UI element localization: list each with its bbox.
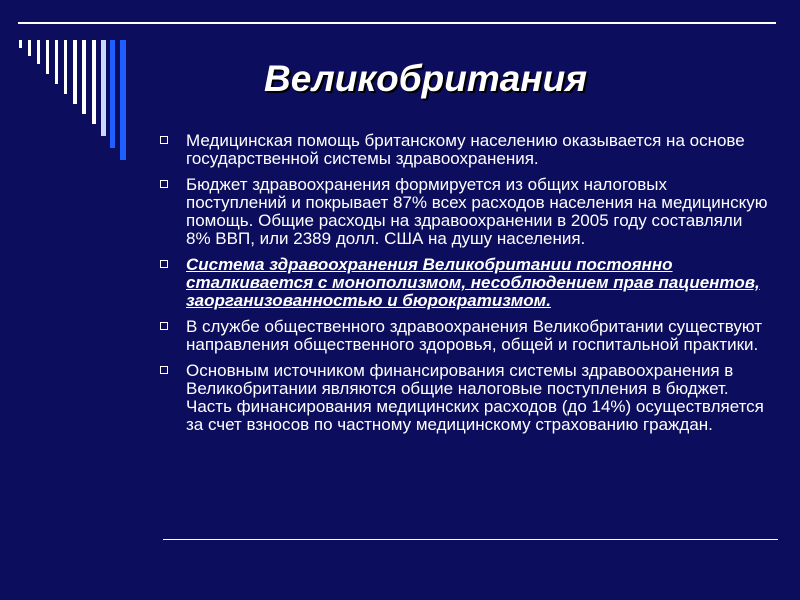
slide-title: Великобритания <box>264 58 588 99</box>
stripe-decoration <box>110 40 115 148</box>
stripe-decoration <box>92 40 96 124</box>
stripe-decoration <box>55 40 58 84</box>
list-item <box>160 132 770 168</box>
bullet-text-emphasized: Система здравоохранения Великобритании постоянно сталкивается с монополизмом, несоблюдением прав пациентов, заорганизованностью и бюрократизмом. <box>186 255 760 310</box>
square-bullet-icon <box>160 322 168 330</box>
stripe-decoration <box>64 40 67 94</box>
list-item <box>160 176 770 248</box>
stripe-decoration <box>37 40 40 64</box>
bullet-text: Бюджет здравоохранения формируется из общих налоговых поступлений и покрывает 87% всех расходов населения на медицинскую помощь. Общие расходы на здравоохранении в 2005 году составляли 8% ВВП, или 2389 долл. США на душу населения. <box>186 175 768 248</box>
vertical-stripes-decoration <box>0 0 140 170</box>
stripe-decoration <box>73 40 77 104</box>
square-bullet-icon <box>160 180 168 188</box>
list-item <box>160 318 770 354</box>
bullet-text: В службе общественного здравоохранения Великобритании существуют направления общественного здоровья, общей и госпитальной практики. <box>186 317 763 354</box>
stripe-decoration <box>28 40 31 56</box>
square-bullet-icon <box>160 260 168 268</box>
bullet-list <box>160 132 770 442</box>
square-bullet-icon <box>160 366 168 374</box>
bullet-text: Основным источником финансирования системы здравоохранения в Великобритании являются общие налоговые поступления в бюджет. Часть финансирования медицинских расходов (до 14%) осуществляется за счет взносов по частному медицинскому страхованию граждан. <box>186 361 764 434</box>
bullet-text: Медицинская помощь британскому населению оказывается на основе государственной системы здравоохранения. <box>186 131 745 168</box>
list-item <box>160 256 770 310</box>
stripe-decoration <box>101 40 106 136</box>
bottom-rule-line <box>163 539 778 540</box>
stripe-decoration <box>19 40 22 48</box>
stripe-decoration <box>82 40 86 114</box>
square-bullet-icon <box>160 136 168 144</box>
list-item <box>160 362 770 434</box>
stripe-decoration <box>120 40 126 160</box>
stripe-decoration <box>46 40 49 74</box>
